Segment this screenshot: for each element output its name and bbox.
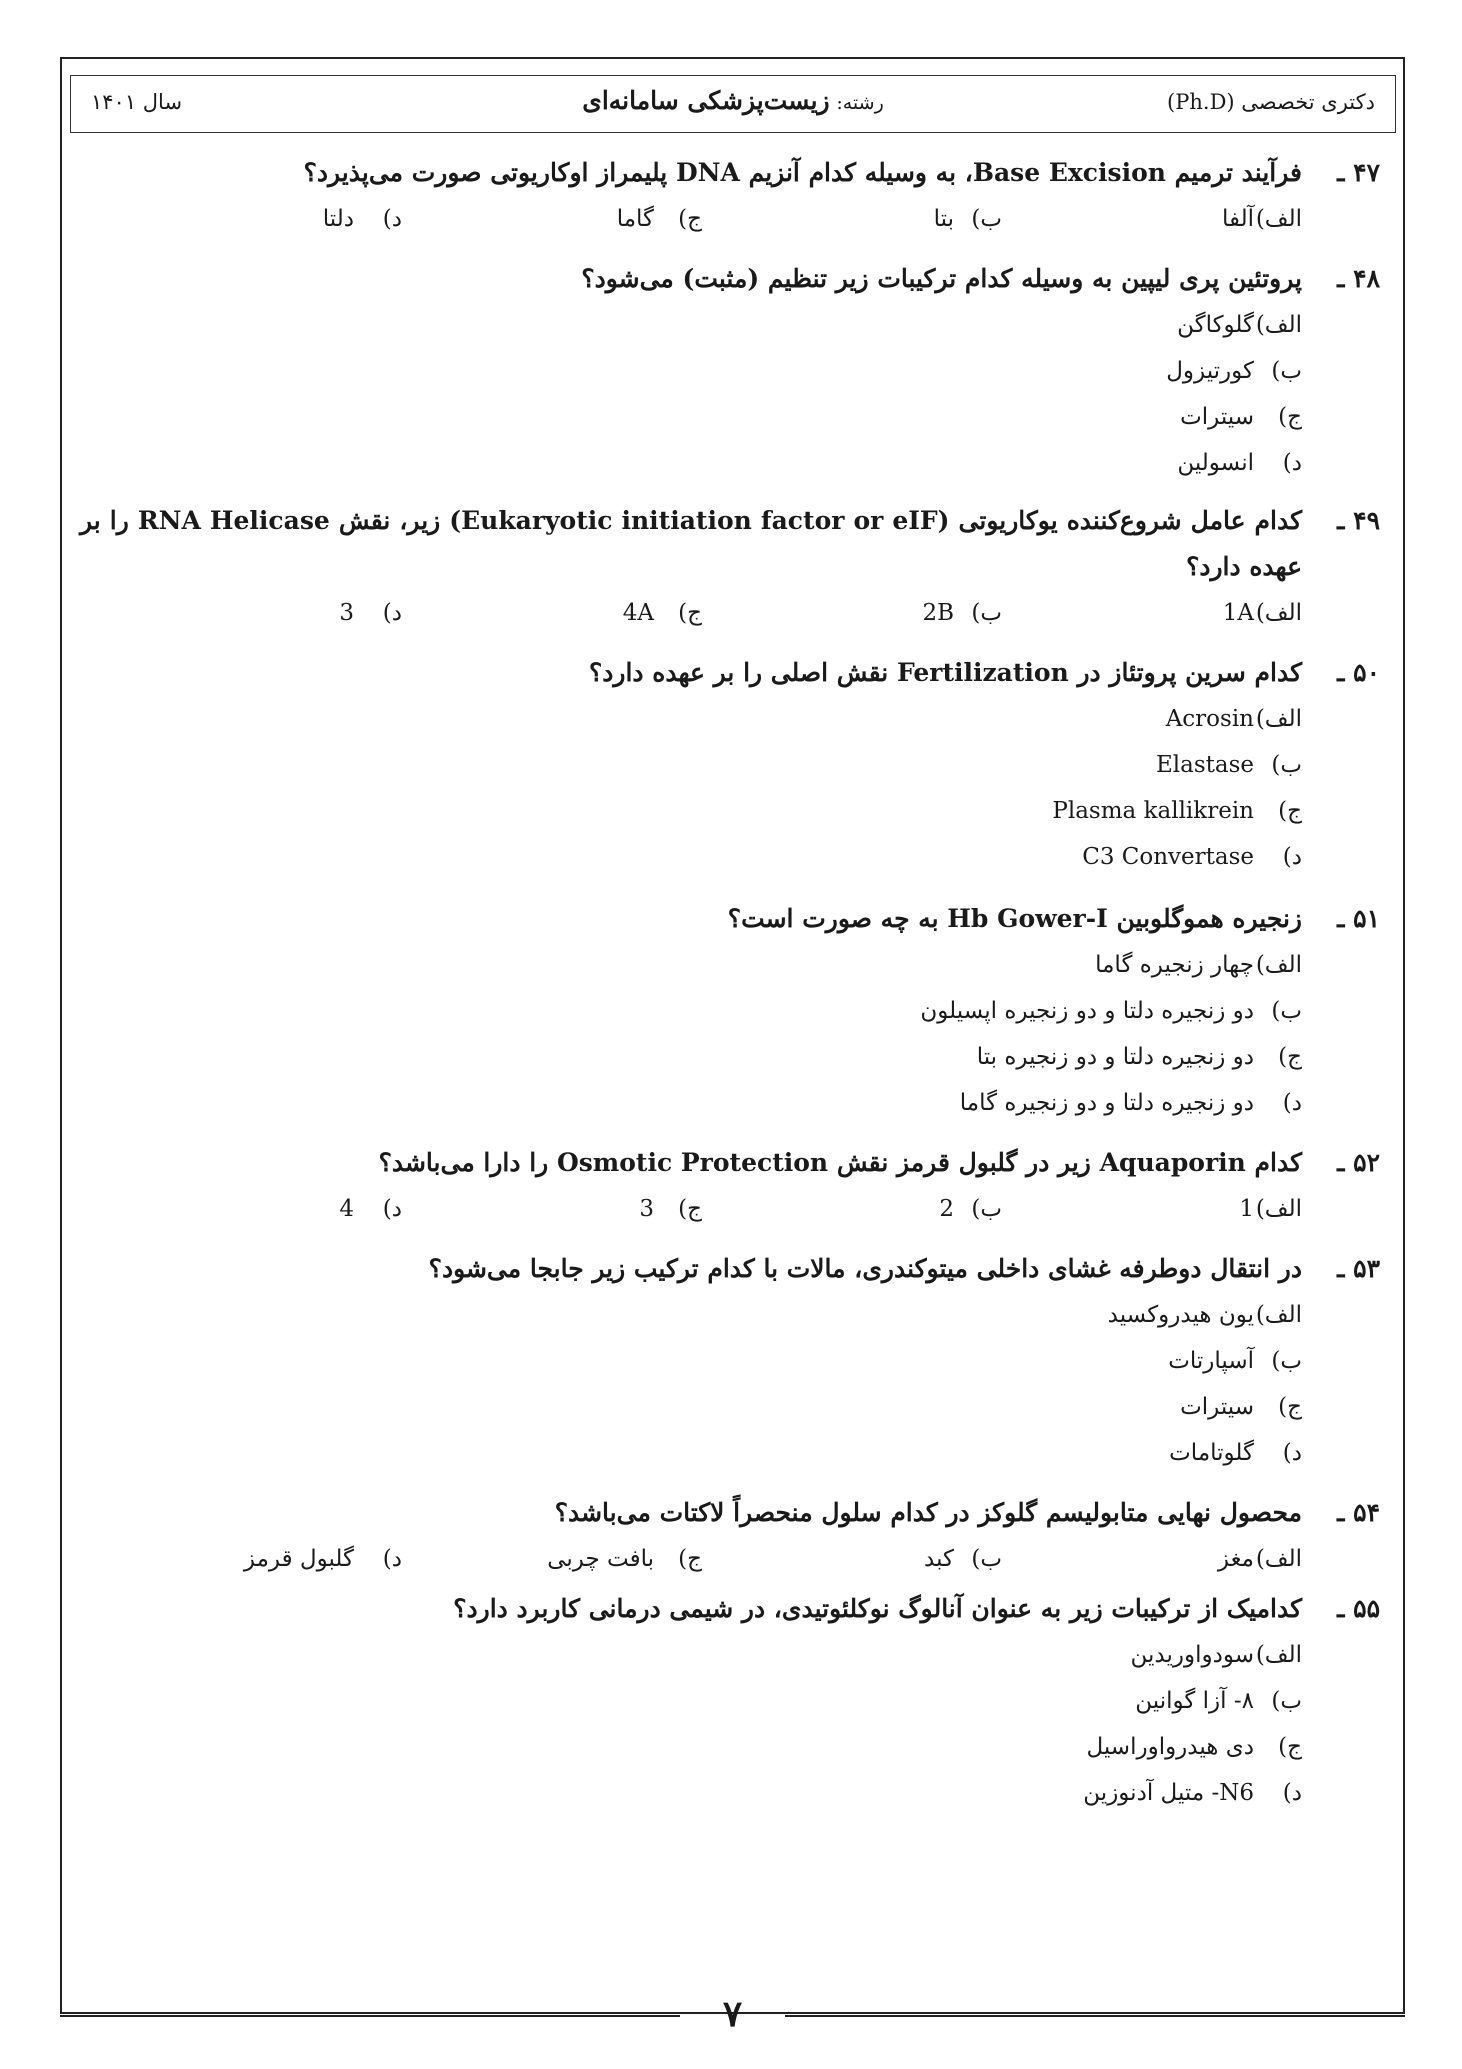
option-letter: د)	[1282, 1780, 1302, 1806]
question-number: ۴۷ ـ	[1337, 158, 1380, 187]
question-number: ۵۰ ـ	[1337, 658, 1380, 687]
options-list	[80, 1632, 1380, 1816]
option-letter: ب)	[1271, 752, 1302, 778]
options-list	[80, 696, 1380, 880]
page-footer	[60, 1995, 1405, 2035]
option-letter: الف)	[1255, 706, 1302, 732]
options-list	[80, 196, 1380, 242]
answer-option[interactable]	[80, 1430, 1302, 1476]
question-number: ۵۵ ـ	[1337, 1594, 1380, 1623]
option-text: دی هیدرواوراسیل	[1086, 1734, 1254, 1760]
answer-option[interactable]	[80, 1080, 1302, 1126]
question-text: فرآیند ترمیم Base Excision، به وسیله کدام آنزیم DNA پلیمراز اوکاریوتی صورت می‌پذیرد؟	[303, 158, 1302, 187]
answer-option[interactable]	[80, 1632, 1302, 1678]
answer-option[interactable]	[402, 1186, 702, 1232]
question-item	[80, 650, 1380, 880]
answer-option[interactable]	[80, 834, 1302, 880]
option-letter: الف)	[1255, 1546, 1302, 1572]
answer-option[interactable]	[1002, 196, 1302, 242]
answer-option[interactable]	[1002, 1536, 1302, 1582]
option-text: آلفا	[1221, 206, 1254, 232]
answer-option[interactable]	[1002, 1186, 1302, 1232]
option-text: کورتیزول	[1166, 358, 1254, 384]
field-title	[71, 86, 1395, 115]
answer-option[interactable]	[80, 788, 1302, 834]
question-item	[80, 1140, 1380, 1232]
option-letter: د)	[382, 206, 402, 232]
option-letter: ج)	[1278, 1044, 1302, 1070]
question-text: کدامیک از ترکیبات زیر به عنوان آنالوگ نوکلئوتیدی، در شیمی درمانی کاربرد دارد؟	[453, 1594, 1302, 1623]
option-letter: ب)	[1271, 1688, 1302, 1714]
option-letter: الف)	[1255, 1642, 1302, 1668]
answer-option[interactable]	[702, 196, 1002, 242]
exam-header	[70, 75, 1396, 133]
answer-option[interactable]	[80, 1678, 1302, 1724]
option-text: 2B	[922, 600, 954, 626]
option-letter: د)	[382, 1196, 402, 1222]
option-letter: ج)	[678, 1196, 702, 1222]
option-text: گلوتامات	[1169, 1440, 1254, 1466]
options-list	[80, 942, 1380, 1126]
question-number: ۵۱ ـ	[1337, 904, 1380, 933]
option-letter: الف)	[1255, 312, 1302, 338]
option-text: 1	[1239, 1196, 1254, 1222]
option-text: Plasma kallikrein	[1052, 798, 1254, 824]
option-text: یون هیدروکسید	[1107, 1302, 1254, 1328]
degree-label: دکتری تخصصی (Ph.D)	[1167, 90, 1375, 114]
option-text: دو زنجیره دلتا و دو زنجیره بتا	[976, 1044, 1254, 1070]
option-letter: د)	[382, 600, 402, 626]
option-letter: الف)	[1255, 1196, 1302, 1222]
question-number: ۴۹ ـ	[1337, 506, 1380, 535]
option-text: گلبول قرمز	[243, 1546, 354, 1572]
answer-option[interactable]	[80, 1384, 1302, 1430]
option-letter: الف)	[1255, 952, 1302, 978]
question-stem	[80, 1246, 1380, 1292]
question-item	[80, 498, 1380, 636]
option-letter: د)	[1282, 844, 1302, 870]
field-value: زیست‌پزشکی سامانه‌ای	[582, 86, 830, 115]
question-text: زنجیره هموگلوبین Hb Gower-I به چه صورت است؟	[727, 904, 1302, 933]
option-text: 1A	[1222, 600, 1254, 626]
exam-year: سال ۱۴۰۱	[91, 90, 183, 114]
answer-option[interactable]	[80, 988, 1302, 1034]
question-text: کدام Aquaporin زیر در گلبول قرمز نقش Osmotic Protection را دارا می‌باشد؟	[378, 1148, 1302, 1177]
options-list	[80, 1186, 1380, 1232]
answer-option[interactable]	[102, 196, 402, 242]
answer-option[interactable]	[80, 1338, 1302, 1384]
question-stem	[80, 150, 1380, 196]
question-number: ۵۴ ـ	[1337, 1498, 1380, 1527]
option-text: آسپارتات	[1168, 1348, 1254, 1374]
options-list	[80, 1536, 1380, 1582]
option-letter: الف)	[1255, 206, 1302, 232]
option-letter: ب)	[971, 206, 1002, 232]
answer-option[interactable]	[80, 942, 1302, 988]
answer-option[interactable]	[702, 1536, 1002, 1582]
question-item	[80, 1586, 1380, 1816]
option-text: N6- متیل آدنوزین	[1083, 1780, 1254, 1806]
option-letter: ج)	[678, 1546, 702, 1572]
question-stem	[80, 1490, 1380, 1536]
option-letter: ج)	[1278, 1734, 1302, 1760]
question-text: در انتقال دوطرفه غشای داخلی میتوکندری، مالات با کدام ترکیب زیر جابجا می‌شود؟	[428, 1254, 1302, 1283]
option-text: انسولین	[1177, 450, 1254, 476]
answer-option[interactable]	[402, 1536, 702, 1582]
option-text: 2	[939, 1196, 954, 1222]
option-text: Elastase	[1155, 752, 1254, 778]
option-letter: ب)	[971, 600, 1002, 626]
question-item	[80, 150, 1380, 242]
option-text: 3	[639, 1196, 654, 1222]
options-list	[80, 1292, 1380, 1476]
option-text: بتا	[933, 206, 954, 232]
option-text: مغز	[1217, 1546, 1254, 1572]
option-letter: الف)	[1255, 600, 1302, 626]
question-text: کدام عامل شروع‌کننده یوکاریوتی (Eukaryotic initiation factor or eIF) زیر، نقش RNA Helicase را بر عهده دارد؟	[80, 506, 1302, 581]
option-text: دو زنجیره دلتا و دو زنجیره اپسیلون	[920, 998, 1254, 1024]
question-stem	[80, 896, 1380, 942]
option-letter: الف)	[1255, 1302, 1302, 1328]
option-text: چهار زنجیره گاما	[1095, 952, 1254, 978]
answer-option[interactable]	[80, 696, 1302, 742]
question-item	[80, 896, 1380, 1126]
answer-option[interactable]	[102, 590, 402, 636]
answer-option[interactable]	[402, 590, 702, 636]
question-stem	[80, 1586, 1380, 1632]
option-text: دلتا	[322, 206, 354, 232]
answer-option[interactable]	[702, 590, 1002, 636]
answer-option[interactable]	[80, 1292, 1302, 1338]
option-letter: د)	[1282, 450, 1302, 476]
option-text: گاما	[616, 206, 654, 232]
question-number: ۴۸ ـ	[1337, 264, 1380, 293]
answer-option[interactable]	[80, 1034, 1302, 1080]
answer-option[interactable]	[80, 1770, 1302, 1816]
option-letter: ب)	[1271, 358, 1302, 384]
page-number: ۷	[722, 1993, 743, 2035]
question-text: محصول نهایی متابولیسم گلوکز در کدام سلول منحصراً لاکتات می‌باشد؟	[554, 1498, 1302, 1527]
options-list	[80, 590, 1380, 636]
answer-option[interactable]	[80, 440, 1302, 486]
option-text: بافت چربی	[547, 1546, 654, 1572]
option-letter: ج)	[678, 600, 702, 626]
answer-option[interactable]	[402, 196, 702, 242]
answer-option[interactable]	[80, 348, 1302, 394]
answer-option[interactable]	[80, 742, 1302, 788]
question-number: ۵۲ ـ	[1337, 1148, 1380, 1177]
option-letter: د)	[382, 1546, 402, 1572]
question-number: ۵۳ ـ	[1337, 1254, 1380, 1283]
option-text: 4A	[622, 600, 654, 626]
question-stem	[80, 256, 1380, 302]
options-list	[80, 302, 1380, 486]
option-text: سودواوریدین	[1130, 1642, 1254, 1668]
option-letter: ج)	[1278, 404, 1302, 430]
option-text: C3 Convertase	[1082, 844, 1254, 870]
option-text: 3	[339, 600, 354, 626]
question-item	[80, 1246, 1380, 1476]
questions-list	[80, 150, 1380, 1816]
option-text: کبد	[924, 1546, 954, 1572]
option-letter: ج)	[678, 206, 702, 232]
option-letter: ج)	[1278, 1394, 1302, 1420]
option-text: گلوکاگن	[1177, 312, 1254, 338]
answer-option[interactable]	[1002, 590, 1302, 636]
field-label: رشته:	[836, 92, 884, 114]
question-text: پروتئین پری لیپین به وسیله کدام ترکیبات زیر تنظیم (مثبت) می‌شود؟	[581, 264, 1302, 293]
answer-option[interactable]	[102, 1186, 402, 1232]
question-text: کدام سرین پروتئاز در Fertilization نقش اصلی را بر عهده دارد؟	[589, 658, 1302, 687]
option-letter: ب)	[971, 1196, 1002, 1222]
answer-option[interactable]	[702, 1186, 1002, 1232]
question-stem	[80, 1140, 1380, 1186]
option-text: Acrosin	[1165, 706, 1254, 732]
option-letter: د)	[1282, 1440, 1302, 1466]
option-letter: د)	[1282, 1090, 1302, 1116]
question-item	[80, 256, 1380, 486]
answer-option[interactable]	[80, 394, 1302, 440]
option-letter: ج)	[1278, 798, 1302, 824]
option-text: ۸- آزا گوانین	[1135, 1688, 1254, 1714]
option-text: سیترات	[1180, 1394, 1254, 1420]
option-letter: ب)	[1271, 1348, 1302, 1374]
answer-option[interactable]	[102, 1536, 402, 1582]
question-item	[80, 1490, 1380, 1582]
answer-option[interactable]	[80, 302, 1302, 348]
answer-option[interactable]	[80, 1724, 1302, 1770]
question-stem	[80, 498, 1380, 590]
question-stem	[80, 650, 1380, 696]
option-text: 4	[339, 1196, 354, 1222]
option-letter: ب)	[971, 1546, 1002, 1572]
option-text: دو زنجیره دلتا و دو زنجیره گاما	[959, 1090, 1254, 1116]
option-text: سیترات	[1180, 404, 1254, 430]
option-letter: ب)	[1271, 998, 1302, 1024]
